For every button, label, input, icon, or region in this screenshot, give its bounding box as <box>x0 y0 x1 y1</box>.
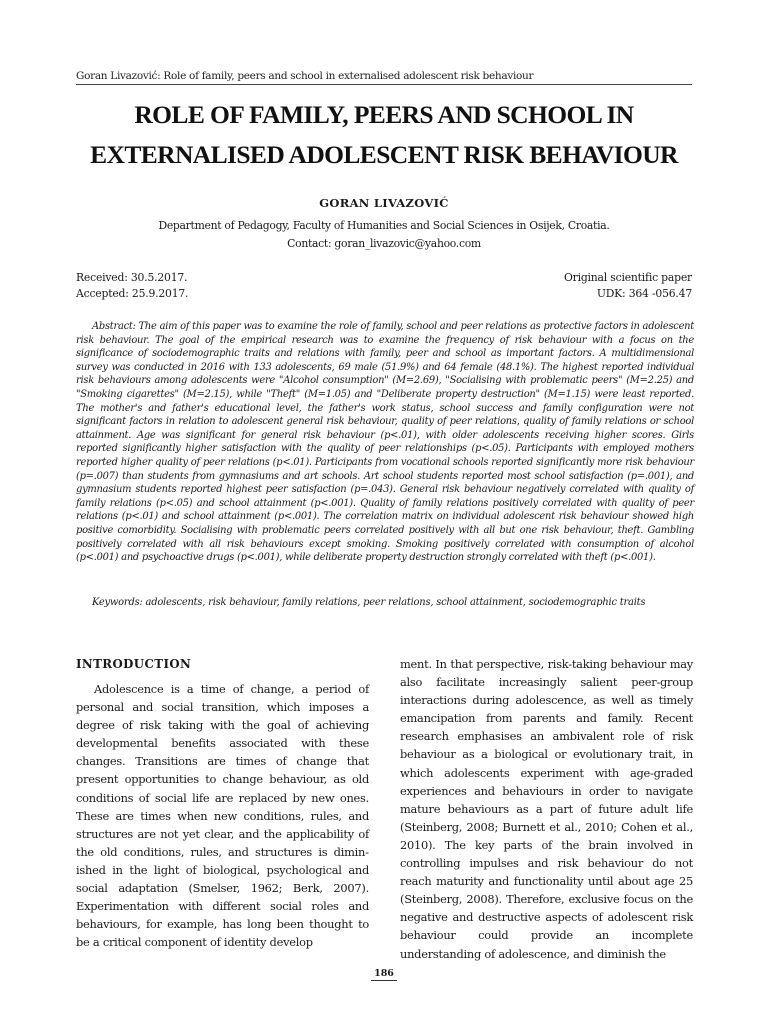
section-heading-introduction: INTRODUCTION <box>76 657 192 671</box>
received-date: Received: 30.5.2017. <box>76 271 188 284</box>
submission-dates <box>76 270 188 302</box>
paper-type: Original scientific paper <box>563 271 692 284</box>
udk-code: UDK: 364 -056.47 <box>596 287 692 300</box>
page-number-container <box>0 968 768 981</box>
paper-title: ROLE OF FAMILY, PEERS AND SCHOOL IN EXTERNALISED ADOLESCENT RISK BEHAVIOUR <box>90 100 678 169</box>
page-number: 186 <box>371 968 397 981</box>
author-name: GORAN LIVAZOVIĆ <box>319 196 449 210</box>
abstract: Abstract: The aim of this paper was to examine the role of family, school and peer relations as protective factors in adolescent risk behaviour. The goal of the empirical research was to examine the frequency of risk behaviour with a focus on the significance of sociodemographic traits and relations with family, peer and school as important factors. A multidimensional survey was conducted in 2016 with 133 adolescents, 69 male (51.9%) and 64 female (48.1%). The highest reported individual risk behaviours among adolescents were "Alcohol consumption" (M=2.69), "Socialising with problematic peers" (M=2.25) and "Smoking cigarettes" (M=2.15), while "Theft" (M=1.05) and "Deliberate property destruction" (M=1.15) were least reported. The mother's and father's educational level, the father's work status, school success and family configuration were not significant factors in relation to adolescent general risk behaviour, quality of peer relations, quality of family relations or school attainment. Age was significant for general risk behaviour (p<.01), with older adolescents receiving higher scores. Girls reported significantly higher satisfaction with the quality of peer relationships (p<.05). Participants with employed mothers reported higher quality of peer relations (p<.01). Participants from vocational schools reported significantly more risk behaviour (p=.007) than students from gymnasiums and art schools. Art school students reported most school satisfaction (p=.001), and gymnasium students reported highest peer satisfaction (p=.043). General risk behaviour negatively correlated with quality of family relations (p<.05) and school attainment (p<.001). Quality of family relations positively correlated with quality of peer relations (p<.01) and school attainment (p<.001). The correlation matrix on individual adolescent risk behaviour showed high positive comorbidity. Socialising with problematic peers correlated positively with all but one risk behaviour, theft. Gambling positively correlated with all risk behaviours except smoking. Smoking positively correlated with consumption of alcohol (p<.001) and psychoactive drugs (p<.001), while deliberate property destruction strongly correlated with theft (p<.001). <box>76 321 694 564</box>
keywords: Keywords: adolescents, risk behaviour, family relations, peer relations, school attainment, sociodemographic traits <box>92 597 646 608</box>
author-affiliation: Department of Pedagogy, Faculty of Humanities and Social Sciences in Osijek, Croatia. <box>158 219 610 232</box>
paper-classification <box>564 270 692 302</box>
intro-paragraph-left: Adolescence is a time of change, a period of personal and social transition, which imposes a degree of risk taking with the goal of achieving developmental benefits associated with these changes. Transitions are times of change that present opportunities to change behaviour, as old conditions of social life are replaced by new ones. These are times when new conditions, rules, and structures are not yet clear, and the applicability of the old conditions, rules, and structures is diminished in the light of biological, psychological and social adaptation (Smelser, 1962; Berk, 2007). Experimentation with different social roles and behaviours, for example, has long been thought to be a critical component of identity develop <box>76 682 369 950</box>
body-column-right <box>400 655 693 963</box>
author-contact: Contact: goran_livazovic@yahoo.com <box>287 237 481 250</box>
intro-paragraph-right: ment. In that perspective, risk-taking behaviour may also facilitate increasingly salient peer-group interactions during adolescence, as well as timely emancipation from parents and family. Recent research emphasises an ambivalent role of risk behaviour as a biological or evolutionary trait, in which adolescents experiment with age-graded experiences and behaviours in order to navigate mature behaviours as a part of future adult life (Steinberg, 2008; Burnett et al., 2010; Cohen et al., 2010). The key parts of the brain involved in controlling impulses and risk behaviour do not reach maturity and functionality until about age 25 (Steinberg, 2008). Therefore, exclusive focus on the negative and destructive aspects of adolescent risk behaviour could provide an incomplete understanding of adolescence, and diminish the <box>400 657 693 961</box>
running-head: Goran Livazović: Role of family, peers and school in externalised adolescent risk behaviour <box>76 70 692 85</box>
accepted-date: Accepted: 25.9.2017. <box>76 287 189 300</box>
body-column-left <box>76 655 369 951</box>
